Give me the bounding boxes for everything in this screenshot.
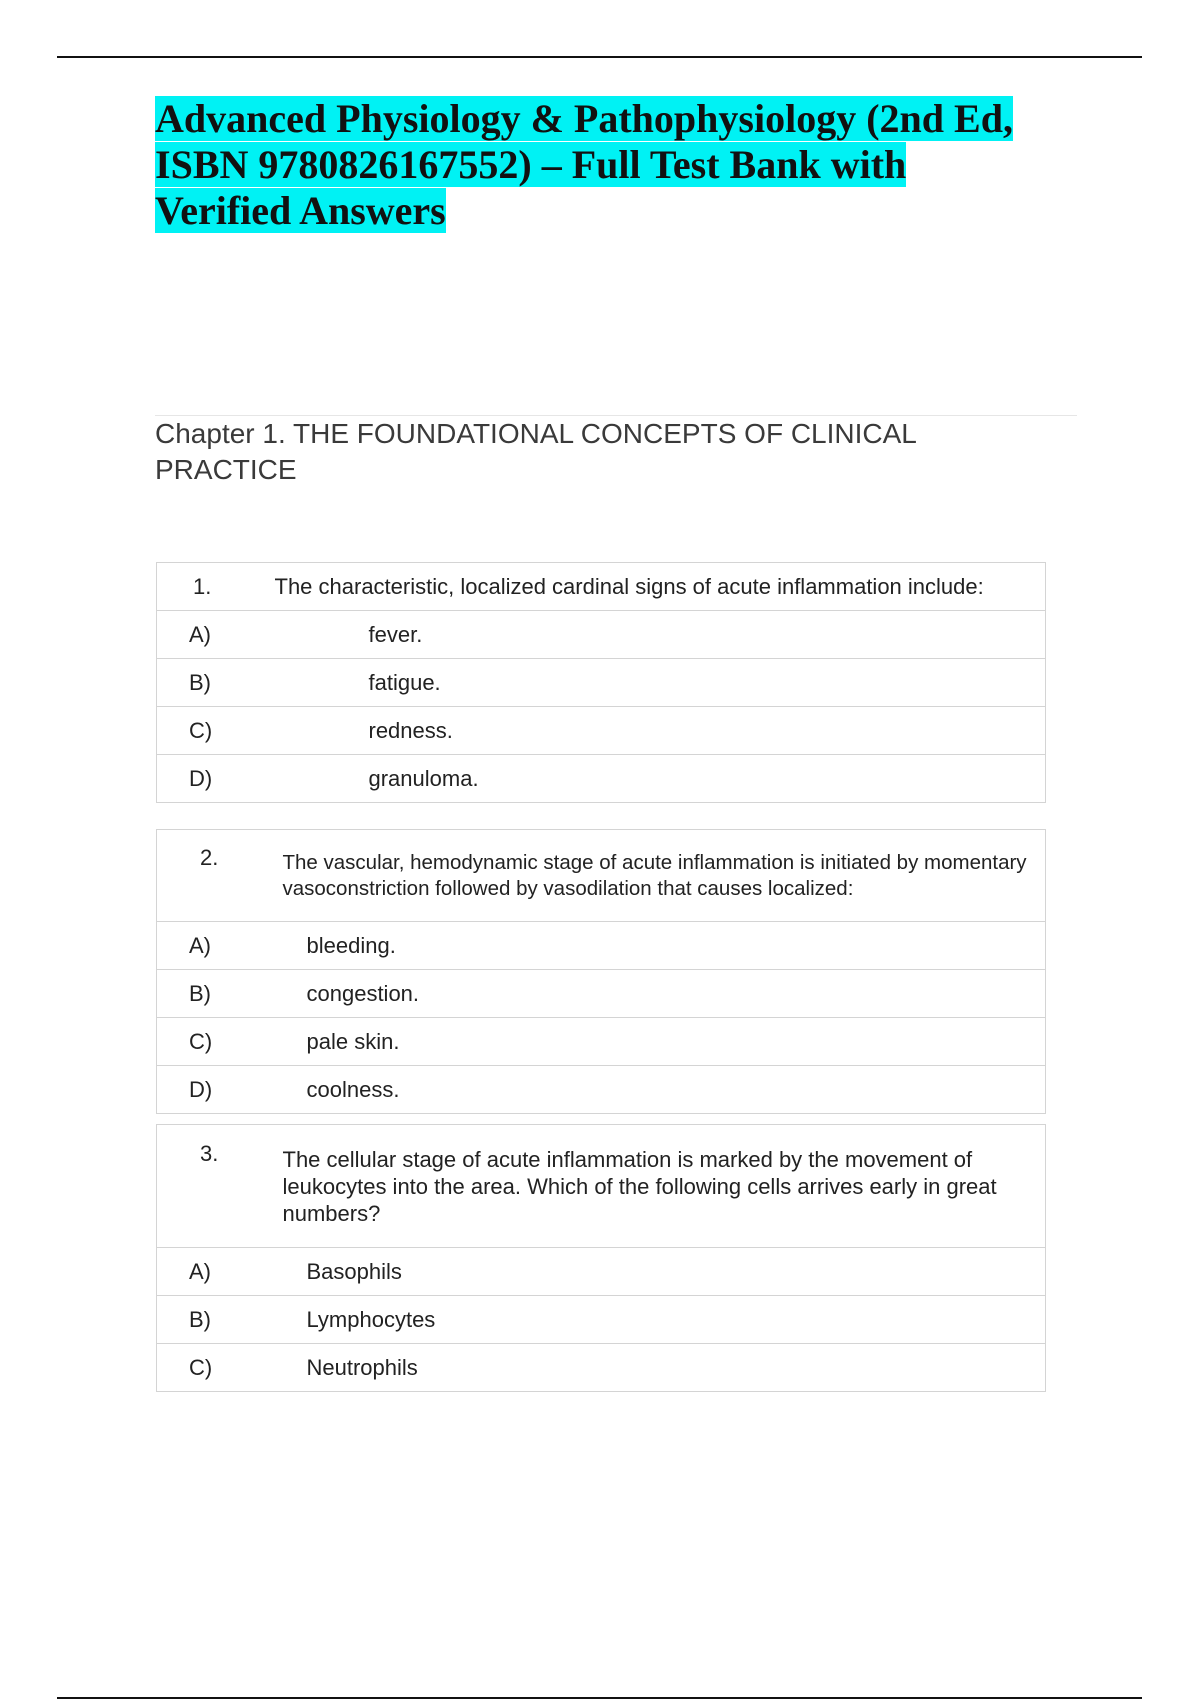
option-text: Basophils xyxy=(247,1248,1046,1296)
question-text: The characteristic, localized cardinal signs of acute inflammation include: xyxy=(274,573,984,599)
question-1-table xyxy=(156,562,1046,803)
option-letter: C) xyxy=(157,1018,247,1066)
option-text: Neutrophils xyxy=(247,1344,1046,1392)
option-row xyxy=(157,1066,1046,1114)
option-text: redness. xyxy=(247,707,1046,755)
option-row xyxy=(157,1296,1046,1344)
question-row xyxy=(157,1125,1046,1248)
question-3-table xyxy=(156,1124,1046,1392)
question-number: 1. xyxy=(193,573,212,599)
option-row xyxy=(157,1018,1046,1066)
option-letter: B) xyxy=(157,1296,247,1344)
option-row xyxy=(157,970,1046,1018)
document-title xyxy=(155,96,1035,234)
question-text: The cellular stage of acute inflammation is marked by the movement of leukocytes into the area. Which of the following cells arrives early in great numbers? xyxy=(282,1147,997,1226)
option-letter: B) xyxy=(157,970,247,1018)
top-rule xyxy=(57,56,1142,58)
option-text: bleeding. xyxy=(247,922,1046,970)
option-row xyxy=(157,611,1046,659)
question-number: 2. xyxy=(200,845,219,870)
option-row xyxy=(157,707,1046,755)
option-text: pale skin. xyxy=(247,1018,1046,1066)
option-row xyxy=(157,659,1046,707)
option-row xyxy=(157,922,1046,970)
question-2-table xyxy=(156,829,1046,1114)
option-row xyxy=(157,1248,1046,1296)
option-text: coolness. xyxy=(247,1066,1046,1114)
option-row xyxy=(157,1344,1046,1392)
title-highlight: Advanced Physiology & Pathophysiology (2nd Ed, ISBN 9780826167552) – Full Test Bank with Verified Answers xyxy=(155,96,1013,233)
option-letter: C) xyxy=(157,1344,247,1392)
chapter-heading: Chapter 1. THE FOUNDATIONAL CONCEPTS OF CLINICAL PRACTICE xyxy=(155,418,916,485)
option-text: congestion. xyxy=(247,970,1046,1018)
option-text: fever. xyxy=(247,611,1046,659)
option-letter: A) xyxy=(157,611,247,659)
question-row xyxy=(157,830,1046,922)
option-text: granuloma. xyxy=(247,755,1046,803)
option-letter: A) xyxy=(157,1248,247,1296)
option-letter: A) xyxy=(157,922,247,970)
option-text: fatigue. xyxy=(247,659,1046,707)
question-row xyxy=(157,563,1046,611)
option-letter: C) xyxy=(157,707,247,755)
question-text: The vascular, hemodynamic stage of acute inflammation is initiated by momentary vasoconstriction followed by vasodilation that causes localized: xyxy=(282,851,1027,900)
option-letter: D) xyxy=(157,1066,247,1114)
question-number: 3. xyxy=(200,1141,219,1166)
bottom-rule xyxy=(57,1697,1142,1699)
option-letter: B) xyxy=(157,659,247,707)
option-text: Lymphocytes xyxy=(247,1296,1046,1344)
option-row xyxy=(157,755,1046,803)
option-letter: D) xyxy=(157,755,247,803)
